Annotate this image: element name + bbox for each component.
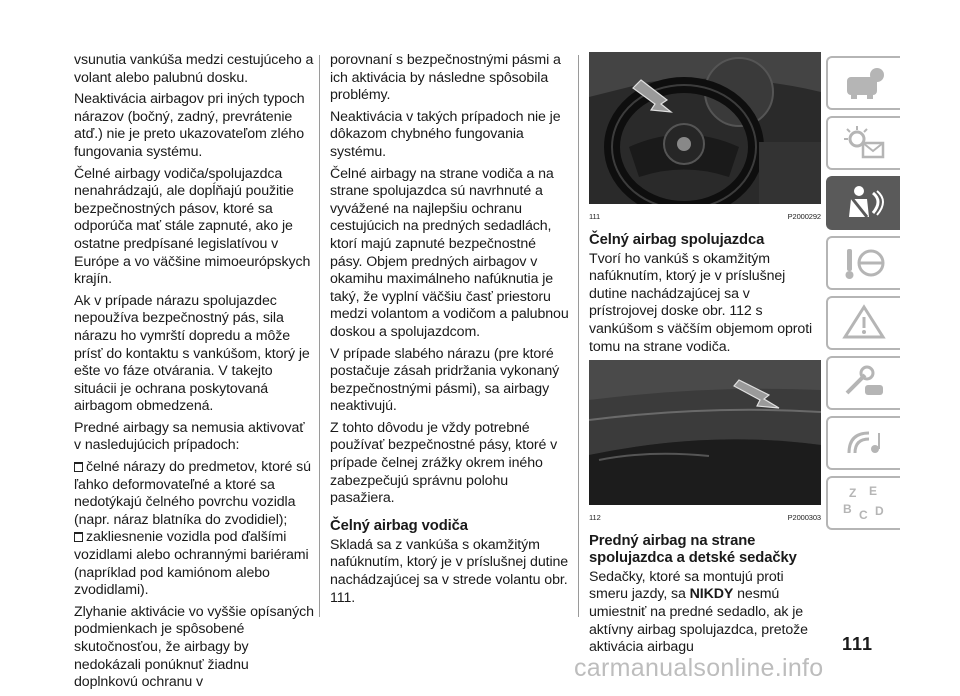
tab-starting-driving[interactable]: [826, 236, 900, 290]
watermark: carmanualsonline.info: [574, 654, 824, 682]
paragraph: Predné airbagy sa nemusia aktivovať v nasledujúcich prípadoch:: [74, 419, 305, 454]
paragraph: porovnaní s bezpečnostnými pásmi a ich aktivácia by následne spôsobila problémy.: [330, 52, 561, 104]
tab-car-dashboard[interactable]: [826, 56, 900, 110]
text-column-2: [330, 52, 570, 611]
alphabet-index-icon: [839, 483, 889, 523]
figure-number: 111: [589, 212, 601, 221]
section-heading: Čelný airbag vodiča: [330, 517, 468, 534]
paragraph: Z tohto dôvodu je vždy potrebné používať bezpečnostné pásy, ktoré v prípade čelnej zrážky okrem iného zabezpečujú správnu polohu pasažiera.: [330, 419, 558, 507]
paragraph: Sedačky, ktoré sa montujú proti smeru jazdy, sa NIKDY nesmú umiestniť na predné sedadlo, ak je aktívny airbag spolujazdca, pretože aktivácia airbagu: [589, 568, 808, 656]
bullet-icon: [74, 532, 83, 542]
section-heading: Čelný airbag spolujazdca: [589, 231, 765, 248]
bullet-item: zakliesnenie vozidla pod ďalšími vozidlami alebo ochrannými bariérami (napríklad pod kamiónom alebo zvodidlami).: [74, 529, 309, 599]
column-divider: [578, 55, 579, 617]
seatbelt-airbag-icon: [839, 183, 889, 223]
svg-text:C: C: [859, 508, 868, 522]
steering-wheel-illustration: [589, 52, 821, 204]
svg-text:Z: Z: [849, 486, 857, 500]
tab-multimedia[interactable]: [826, 416, 900, 470]
text-column-1: [74, 52, 314, 696]
section-heading: Predný airbag na strane spolujazdca a detské sedačky: [589, 532, 797, 566]
paragraph: V prípade slabého nárazu (pre ktoré postačuje zásah pridržania vykonaný bezpečnostnými pásmi), sa airbagy neaktivujú.: [330, 345, 560, 415]
svg-text:E: E: [869, 484, 878, 498]
bullet-item: čelné nárazy do predmetov, ktoré sú ľahko deformovateľné a ktoré sa nedotýkajú čelného povrchu vozidla (napr. náraz blatníka do zvodidiel);: [74, 459, 311, 528]
tab-servicing[interactable]: [826, 356, 900, 410]
paragraph: Zlyhanie aktivácie vo vyššie opísaných podmienkach je spôsobené skutočnosťou, že airbagy by nedokázali ponúknuť žiadnu doplnkovú ochranu v: [74, 603, 314, 691]
paragraph: Čelné airbagy vodiča/spolujazdca nenahrádzajú, ale dopĺňajú použitie bezpečnostných pásov, ktoré sa odporúča mať stále zapnuté, ako je ostatne predpísané legislatívou v Európe a vo väčšine mimoeurópskych krajín.: [74, 165, 311, 288]
page-number: 111: [842, 634, 874, 654]
dashboard-illustration: [589, 360, 821, 505]
paragraph: vsunutia vankúša medzi cestujúceho a volant alebo palubnú dosku.: [74, 52, 314, 86]
figure-caption: [589, 509, 821, 527]
paragraph: Ak v prípade nárazu spolujazdec nepoužíva bezpečnostný pás, sila nárazu ho vymrští dopredu a môže prísť do kontaktu s vankúšom, ktorý je ešte vo fáze otvárania. V takejto situácii je ochrana poskytovaná airbagom obmedzená.: [74, 292, 310, 415]
figure-steering-wheel-photo: [589, 52, 821, 204]
figure-code: P2000303: [787, 513, 821, 523]
figure-dashboard-photo: [589, 360, 821, 505]
column-divider: [319, 55, 320, 617]
figure-caption: [589, 208, 821, 226]
warning-road-icon: [839, 303, 889, 343]
wrench-car-icon: [839, 363, 889, 403]
bullet-icon: [74, 462, 83, 472]
paragraph: Neaktivácia airbagov pri iných typoch nárazov (bočný, zadný, prevrátenie atď.) nie je preto ukazovateľom zlého fungovania systému.: [74, 91, 305, 160]
figure-number: 112: [589, 513, 601, 523]
tab-lights-messages[interactable]: [826, 116, 900, 170]
svg-text:D: D: [875, 504, 884, 518]
tab-index[interactable]: [826, 476, 900, 530]
svg-text:B: B: [843, 502, 852, 516]
paragraph: Skladá sa z vankúša s okamžitým nafúknutím, ktorý je v príslušnej dutine nachádzajúcej sa v strede volantu obr. 111.: [330, 536, 569, 606]
sun-mail-icon: [839, 123, 889, 163]
tab-safety[interactable]: [826, 176, 900, 230]
paragraph: Neaktivácia v takých prípadoch nie je dôkazom chybného fungovania systému.: [330, 108, 561, 160]
paragraph: Čelné airbagy na strane vodiča a na strane spolujazdca sú navrhnuté a vyvážené na najlepšiu ochranu cestujúcich na predných sedadlách, ktorí majú zapnuté bezpečnostné pásy. Objem predných airbagov v okamihu maximálneho nafúknutia je taký, že vyplní väčšiu časť priestoru medzi volantom a vodičom a palubnou doskou a spolujazdcom.: [330, 165, 569, 340]
text-column-3: [589, 52, 821, 661]
figure-code: P2000292: [787, 212, 821, 221]
tab-emergency[interactable]: [826, 296, 900, 350]
media-navigation-icon: [839, 423, 889, 463]
paragraph: Tvorí ho vankúš s okamžitým nafúknutím, ktorý je v príslušnej dutine nachádzajúcej sa v prístrojovej doske obr. 112 s vankúšom s väčším objemom oproti tomu na strane vodiča.: [589, 250, 813, 355]
car-dashboard-icon: [839, 63, 889, 103]
chapter-tabs: [826, 56, 902, 536]
key-steering-wheel-icon: [839, 243, 889, 283]
